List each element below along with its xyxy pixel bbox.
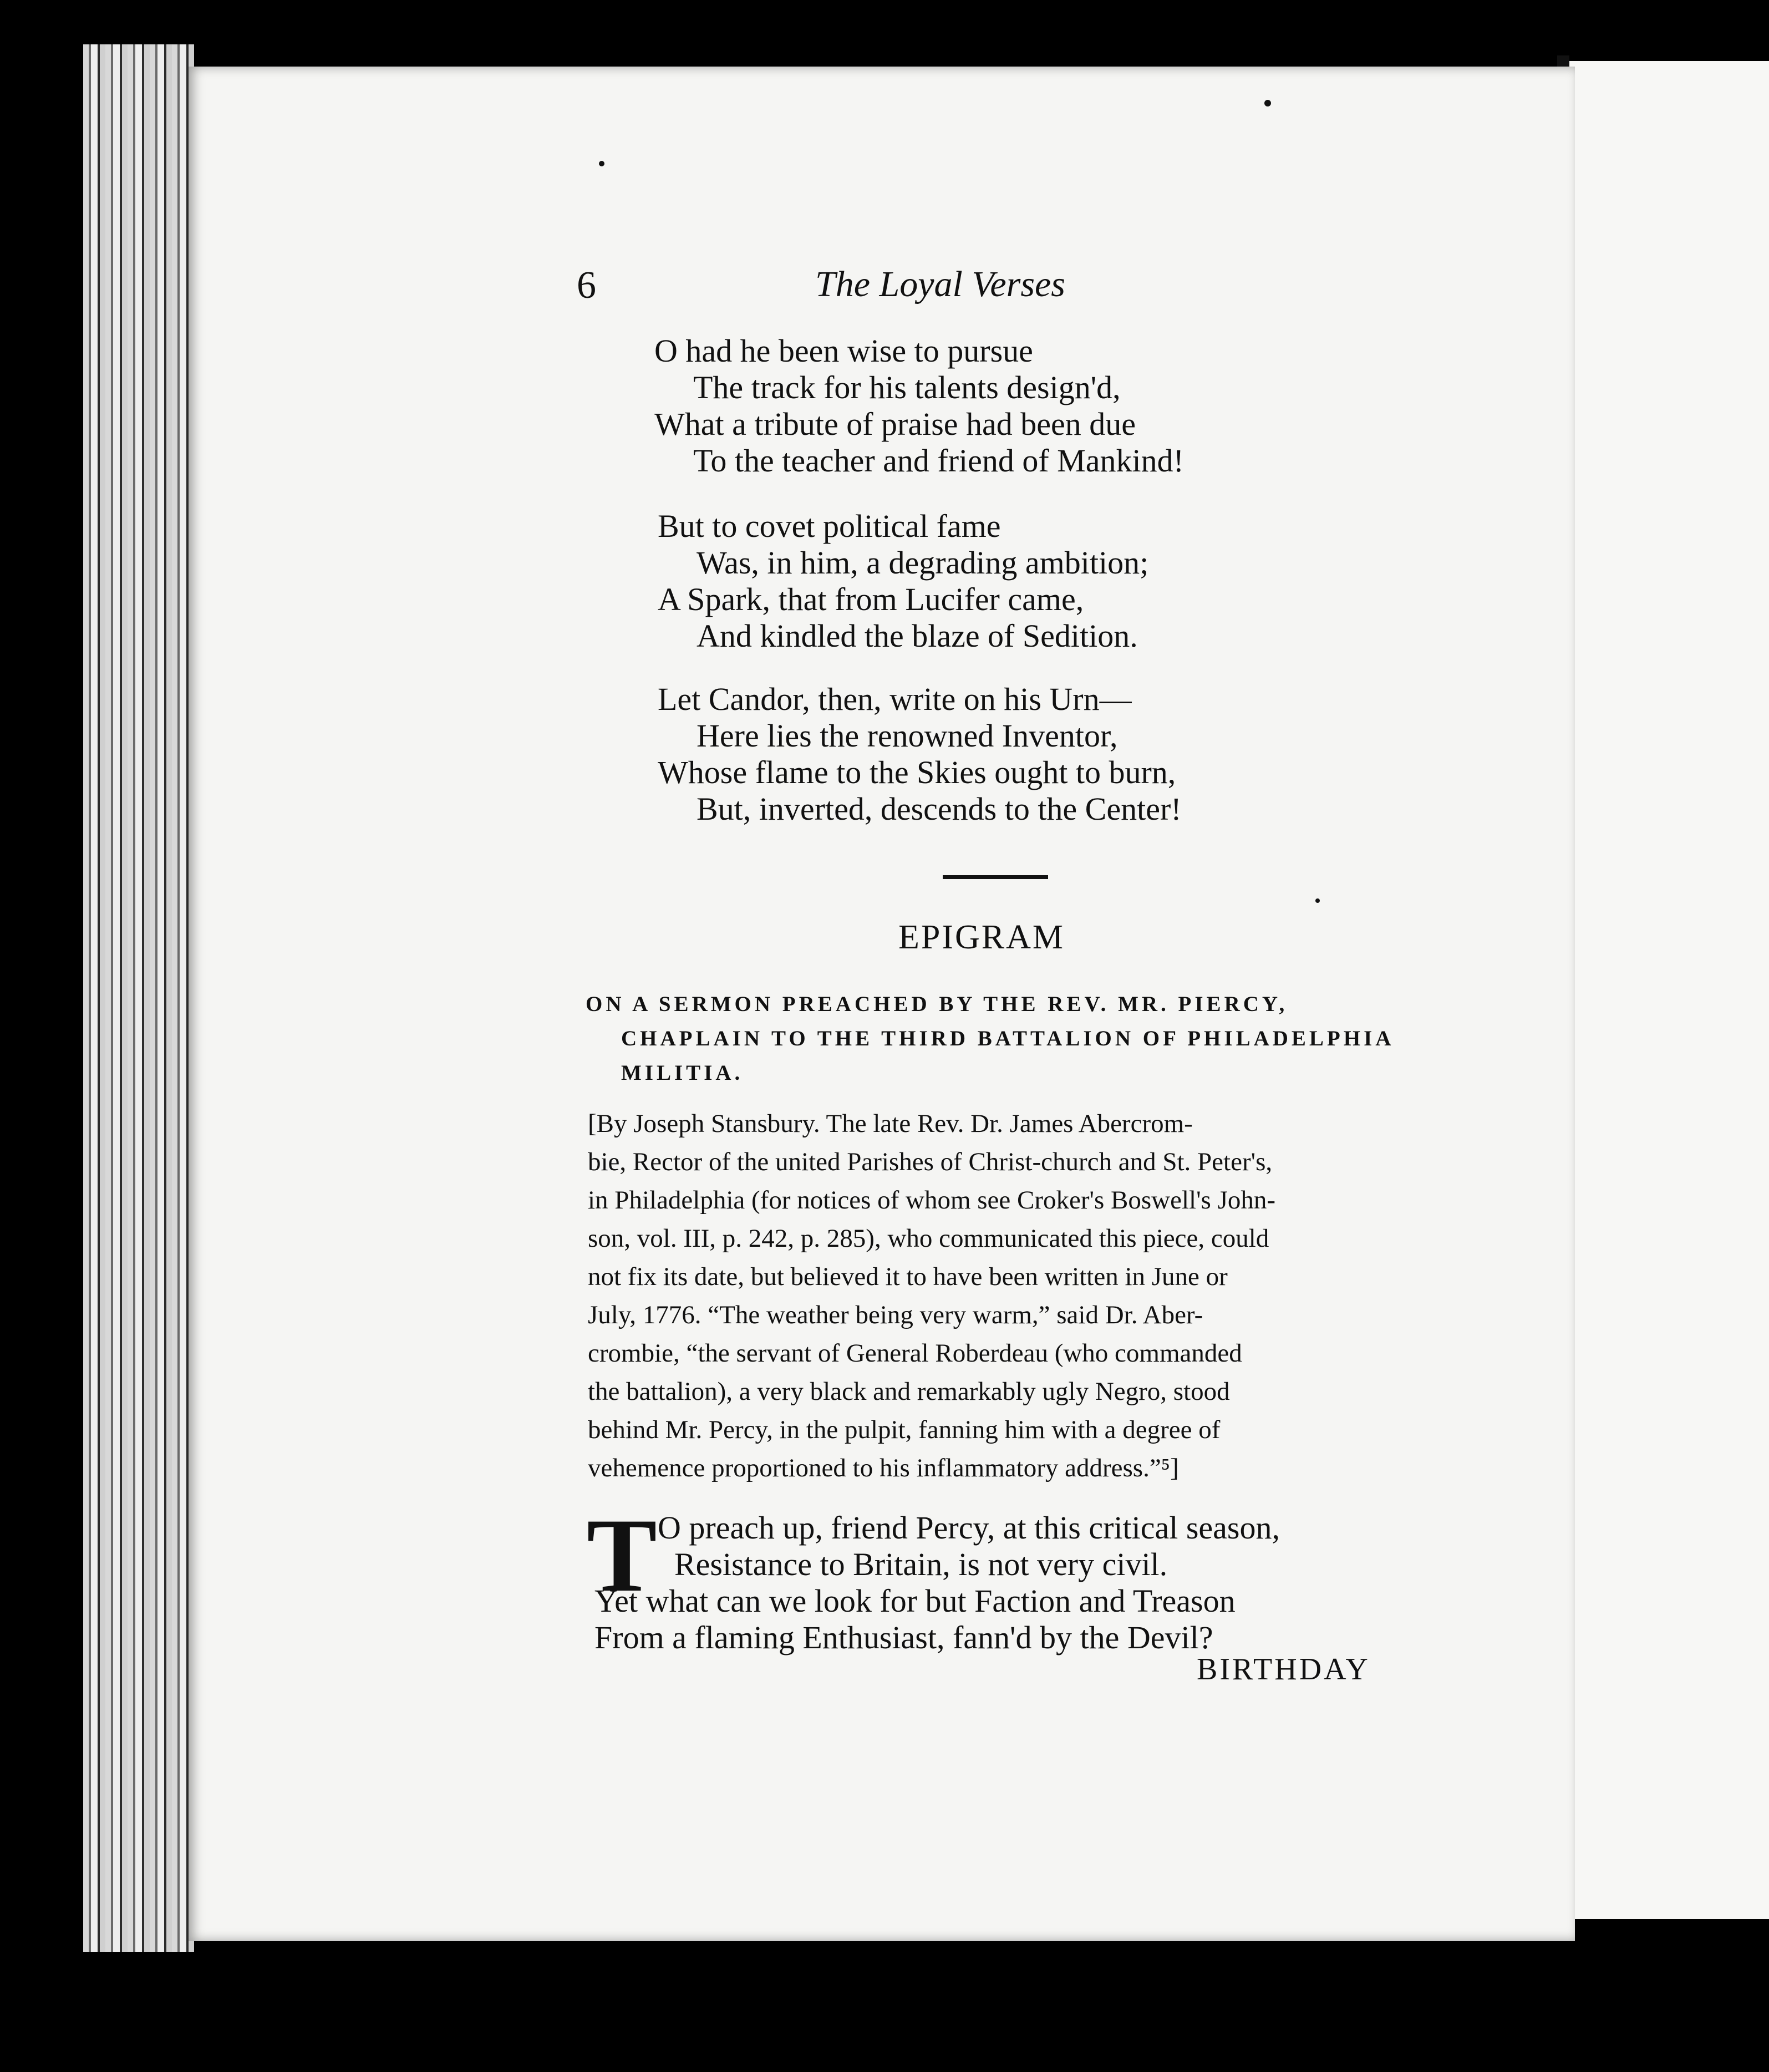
catchword: BIRTHDAY — [1197, 1652, 1370, 1687]
verse-line: A Spark, that from Lucifer came, — [658, 581, 1084, 617]
subtitle-line: ON A SERMON PREACHED BY THE REV. MR. PIERCY, — [586, 992, 1288, 1016]
verse-line: But to covet political fame — [658, 508, 1001, 544]
running-head: The Loyal Verses — [815, 264, 1065, 304]
speck — [1264, 100, 1271, 106]
note-line: not fix its date, but believed it to have been written in June or — [588, 1262, 1228, 1291]
verse-line: Here lies the renowned Inventor, — [697, 718, 1118, 754]
epigram-poem-line-4: From a flaming Enthusiast, fann'd by the Devil? — [594, 1619, 1213, 1655]
section-divider — [943, 875, 1048, 879]
stanza-3 — [658, 681, 1182, 827]
facing-page-edge — [1569, 61, 1769, 1919]
stanza-1 — [654, 333, 1184, 479]
subtitle-line: CHAPLAIN TO THE THIRD BATTALION OF PHILADELPHIA — [621, 1027, 1395, 1050]
note-line: son, vol. III, p. 242, p. 285), who communicated this piece, could — [588, 1224, 1269, 1253]
stanza-2 — [658, 508, 1148, 654]
verse-line: To the teacher and friend of Mankind! — [693, 443, 1184, 479]
verse-line: But, inverted, descends to the Center! — [697, 791, 1182, 827]
note-line: July, 1776. “The weather being very warm,” said Dr. Aber- — [588, 1301, 1203, 1329]
verse-line: Let Candor, then, write on his Urn— — [658, 681, 1132, 717]
verse-line: Was, in him, a degrading ambition; — [697, 545, 1149, 581]
note-line: bie, Rector of the united Parishes of Christ-church and St. Peter's, — [588, 1147, 1273, 1176]
verse-line: Whose flame to the Skies ought to burn, — [658, 754, 1176, 790]
epigram-title: EPIGRAM — [898, 918, 1065, 956]
editorial-note — [588, 1105, 1414, 1487]
note-line: the battalion), a very black and remarkably ugly Negro, stood — [588, 1377, 1230, 1406]
epigram-poem-line-2: Resistance to Britain, is not very civil. — [674, 1546, 1168, 1582]
epigram-poem-line-3: Yet what can we look for but Faction and Treason — [594, 1583, 1236, 1619]
note-line: behind Mr. Percy, in the pulpit, fanning him with a degree of — [588, 1415, 1221, 1444]
speck — [1315, 898, 1320, 903]
stacked-page-edges — [83, 44, 194, 1952]
page-number: 6 — [577, 264, 596, 307]
note-line: in Philadelphia (for notices of whom see Croker's Boswell's John- — [588, 1186, 1276, 1215]
note-line: vehemence proportioned to his inflammatory address.”⁵] — [588, 1454, 1179, 1482]
verse-line: The track for his talents design'd, — [693, 369, 1121, 405]
subtitle-line: MILITIA. — [621, 1061, 744, 1085]
verse-line: What a tribute of praise had been due — [654, 406, 1136, 442]
note-line: crombie, “the servant of General Roberdeau (who commanded — [588, 1339, 1242, 1368]
epigram-poem-line-1: O preach up, friend Percy, at this critical season, — [658, 1510, 1280, 1546]
epigram-subtitle — [586, 987, 1394, 1090]
drop-cap: T — [587, 1497, 657, 1614]
verse-line: O had he been wise to pursue — [654, 333, 1033, 369]
verse-line: And kindled the blaze of Sedition. — [697, 618, 1138, 654]
speck — [599, 161, 604, 166]
note-line: [By Joseph Stansbury. The late Rev. Dr. James Abercrom- — [588, 1109, 1193, 1138]
